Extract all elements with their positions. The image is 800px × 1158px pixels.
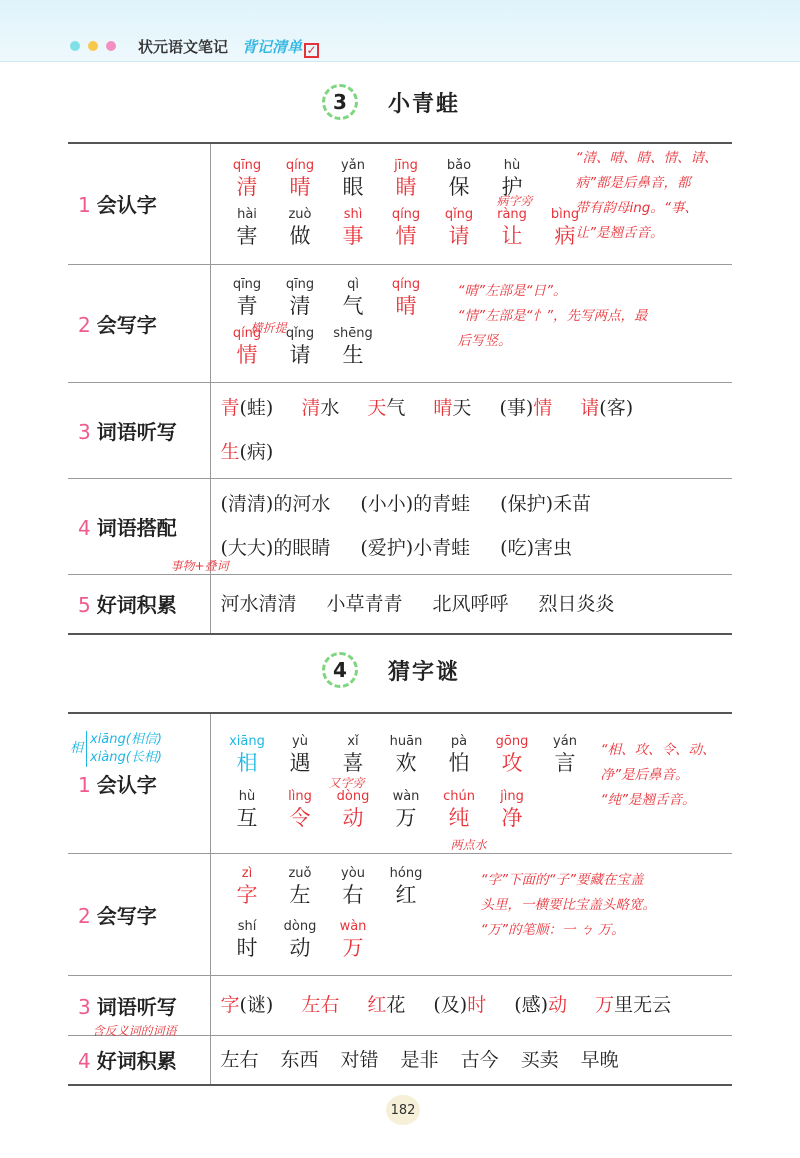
hanzi: 晴 xyxy=(289,174,311,199)
dictation-word xyxy=(221,983,274,1027)
hanzi: 清 xyxy=(236,174,258,199)
char-cell xyxy=(221,207,274,250)
word-part: (事) xyxy=(499,397,534,419)
pinyin: ràng xyxy=(497,206,527,222)
pinyin: xiāng xyxy=(229,734,265,750)
char-cell xyxy=(380,277,433,320)
pinyin: yòu xyxy=(341,866,365,881)
pinyin: pà xyxy=(450,734,468,750)
hanzi: 攻 xyxy=(501,751,523,776)
pinyin: qǐng xyxy=(444,206,474,222)
hanzi: 动 xyxy=(289,936,311,960)
word: 早晚 xyxy=(580,1048,619,1071)
row-body xyxy=(210,382,732,478)
annotation: 横折提 xyxy=(250,320,287,335)
note-line: “清、晴、睛、情、请、 xyxy=(575,150,718,166)
word-part: 动 xyxy=(548,994,568,1016)
dictation-word xyxy=(433,386,471,430)
hanzi: 遇 xyxy=(289,751,311,776)
hanzi: 万 xyxy=(342,936,364,960)
word: 东西 xyxy=(280,1048,319,1071)
dot-pink xyxy=(106,41,116,51)
pinyin: shì xyxy=(343,206,363,222)
pinyin: qì xyxy=(347,277,359,292)
char-cell xyxy=(539,734,592,777)
lesson3-row-3 xyxy=(68,382,732,478)
char-cell xyxy=(221,789,274,832)
pinyin: dòng xyxy=(283,919,317,934)
dictation-word xyxy=(221,386,274,430)
row-label-text: 会认字 xyxy=(96,772,157,797)
pinyin: hóng xyxy=(389,866,423,881)
char-cell xyxy=(274,919,327,962)
annotation: 又字旁 xyxy=(328,776,365,790)
hanzi: 清 xyxy=(289,294,311,318)
word: (吃)害虫 xyxy=(500,537,572,559)
row-body xyxy=(210,713,732,853)
row-body xyxy=(170,558,732,634)
polyphone-char: 相 xyxy=(70,741,84,756)
lesson4-row-2 xyxy=(68,853,732,975)
row-label-text: 会写字 xyxy=(96,903,157,928)
hanzi: 生 xyxy=(342,343,364,367)
dictation-word xyxy=(301,386,339,430)
char-cell xyxy=(433,207,486,250)
row-label-text: 好词积累 xyxy=(96,1049,177,1074)
row-label xyxy=(68,713,210,853)
pinyin: huān xyxy=(389,734,423,750)
hanzi: 气 xyxy=(342,294,364,318)
word-part: 情 xyxy=(533,397,553,419)
pinyin: qīng xyxy=(285,277,315,292)
row-label xyxy=(68,574,210,634)
pinyin: yù xyxy=(292,734,308,750)
row-label-text: 词语听写 xyxy=(96,419,177,444)
hanzi: 保 xyxy=(448,174,470,199)
char-cell xyxy=(380,158,433,201)
dictation-word xyxy=(595,983,671,1027)
note-line: “纯”是翘舌音。 xyxy=(600,792,696,808)
char-cell xyxy=(327,919,380,962)
pinyin: wàn xyxy=(392,789,420,805)
word-part: (谜) xyxy=(239,994,274,1016)
pinyin: zuǒ xyxy=(288,866,312,881)
char-cell xyxy=(327,207,380,250)
char-cell xyxy=(327,866,380,909)
word-part: 红 xyxy=(367,994,387,1016)
row-num: 4 xyxy=(78,515,91,540)
word-part: (客) xyxy=(599,397,634,419)
pinyin: shēng xyxy=(333,326,373,341)
lesson4-number: 4 xyxy=(322,652,358,688)
word-part: (蛙) xyxy=(239,397,274,419)
char-cell xyxy=(486,207,539,250)
pinyin: zuò xyxy=(288,206,312,222)
hanzi: 情 xyxy=(236,343,258,367)
word: (保护)禾苗 xyxy=(500,493,591,515)
hanzi: 左 xyxy=(289,883,311,907)
hanzi: 字 xyxy=(236,883,258,907)
dictation-word xyxy=(580,386,633,430)
header-bar xyxy=(0,0,800,62)
char-cell xyxy=(221,277,274,320)
row-num: 4 xyxy=(78,1049,91,1074)
annotation: 含反义词的词语 xyxy=(92,1023,177,1038)
hanzi: 害 xyxy=(236,223,258,248)
word-part: (感) xyxy=(514,994,549,1016)
phrase-line xyxy=(221,482,733,526)
hanzi: 请 xyxy=(448,223,470,248)
row-label xyxy=(68,853,210,975)
note-line: 带有韵母ing。“事、 xyxy=(575,200,698,216)
pinyin: xǐ xyxy=(347,734,359,750)
char-cell xyxy=(327,789,380,832)
lesson3-name: 小青蛙 xyxy=(388,90,461,117)
row-num: 1 xyxy=(78,772,91,797)
hanzi: 青 xyxy=(236,294,258,318)
dictation-word xyxy=(301,983,339,1027)
row-label-text: 会写字 xyxy=(96,312,157,337)
char-cell xyxy=(274,277,327,320)
row-body xyxy=(210,264,732,382)
row-num: 3 xyxy=(78,994,91,1019)
word: (爱护)小青蛙 xyxy=(360,537,471,559)
dictation-word xyxy=(514,983,567,1027)
lesson3-row-4 xyxy=(68,478,732,574)
word-line xyxy=(221,582,733,626)
char-cell xyxy=(327,158,380,201)
char-cell xyxy=(274,158,327,201)
hanzi: 动 xyxy=(342,806,364,831)
pinyin: yǎn xyxy=(341,157,365,173)
word: (小小)的青蛙 xyxy=(360,493,471,515)
hanzi: 红 xyxy=(395,883,417,907)
lesson3-number: 3 xyxy=(322,84,358,120)
word: 烈日炎炎 xyxy=(538,592,615,615)
row-num: 3 xyxy=(78,419,91,444)
subtitle-text: 背记清单 xyxy=(242,38,303,56)
hanzi: 时 xyxy=(236,936,258,960)
dictation-word xyxy=(367,386,405,430)
hanzi: 做 xyxy=(289,223,311,248)
pinyin: dòng xyxy=(336,789,370,805)
hanzi: 眼 xyxy=(342,174,364,199)
hanzi: 万 xyxy=(395,806,417,831)
note-line: “情”左部是“忄”，先写两点，最 xyxy=(457,307,648,324)
hanzi: 喜 xyxy=(342,751,364,776)
word-part: 里无云 xyxy=(614,994,672,1016)
char-cell xyxy=(221,866,274,909)
hanzi: 相 xyxy=(236,751,258,776)
book-subtitle xyxy=(242,36,319,58)
word: 是非 xyxy=(400,1048,439,1071)
note-line: 病”都是后鼻音，都 xyxy=(575,175,691,191)
pinyin: qīng xyxy=(232,157,262,173)
pinyin: qíng xyxy=(285,157,315,173)
word-line xyxy=(221,983,733,1027)
hanzi: 睛 xyxy=(395,174,417,199)
pinyin: bǎo xyxy=(446,157,472,173)
word: 小草青青 xyxy=(326,592,403,615)
dictation-word xyxy=(367,983,405,1027)
pinyin: gōng xyxy=(495,734,529,750)
pinyin: zì xyxy=(241,866,253,881)
word-part: (病) xyxy=(239,441,274,463)
hanzi: 情 xyxy=(395,223,417,248)
char-cell xyxy=(380,866,433,909)
word-part: 左右 xyxy=(301,994,340,1016)
char-cell xyxy=(274,734,327,777)
note xyxy=(576,146,718,246)
pinyin: chún xyxy=(443,789,475,805)
row-num: 2 xyxy=(78,903,91,928)
lesson4-row-4 xyxy=(68,1035,732,1085)
pinyin: jīng xyxy=(394,157,418,173)
char-cell xyxy=(274,866,327,909)
pinyin: hù xyxy=(503,157,521,173)
word: 买卖 xyxy=(520,1048,559,1071)
phrase-line xyxy=(221,526,733,570)
word-part: (及) xyxy=(433,994,468,1016)
char-cell xyxy=(327,734,380,777)
annotation: 病字旁 xyxy=(496,194,533,208)
lesson3-table xyxy=(68,142,732,635)
row-label-text: 会认字 xyxy=(96,193,157,218)
word-line xyxy=(221,386,733,430)
lesson4-row-1 xyxy=(68,713,732,853)
pinyin: qíng xyxy=(391,277,421,292)
row-num: 5 xyxy=(78,593,91,618)
note xyxy=(601,738,716,813)
pinyin: hù xyxy=(238,789,256,805)
hanzi: 令 xyxy=(289,806,311,831)
word-part: 气 xyxy=(386,397,406,419)
word-part: 花 xyxy=(386,994,406,1016)
char-cell xyxy=(380,207,433,250)
word-part: 天 xyxy=(367,397,387,419)
lesson4-table xyxy=(68,712,732,1086)
word-part: 青 xyxy=(220,397,240,419)
note-line: 头里，一横要比宝盖头略宽。 xyxy=(480,896,656,913)
note-line: 让”是翘舌音。 xyxy=(575,225,664,241)
dot-yellow xyxy=(88,41,98,51)
word: 对错 xyxy=(340,1048,379,1071)
char-cell xyxy=(274,789,327,832)
dot-cyan xyxy=(70,41,80,51)
row-body xyxy=(210,143,732,264)
char-cell xyxy=(221,158,274,201)
lesson3-title xyxy=(322,84,460,120)
dictation-word xyxy=(499,386,552,430)
hanzi: 言 xyxy=(554,751,576,776)
note xyxy=(481,868,657,943)
hanzi: 右 xyxy=(342,883,364,907)
pinyin: qīng xyxy=(232,277,262,292)
annotation: 事物+叠词 xyxy=(170,558,229,573)
hanzi: 事 xyxy=(342,223,364,248)
pinyin: shí xyxy=(237,919,257,934)
word-line xyxy=(221,430,733,474)
pinyin: yán xyxy=(553,734,577,750)
header-dots xyxy=(70,41,116,51)
note-line: “相、攻、令、动、 xyxy=(600,742,716,758)
char-cell xyxy=(221,919,274,962)
pinyin: jìng xyxy=(500,789,524,805)
char-cell xyxy=(486,789,539,832)
row-label-text: 好词积累 xyxy=(96,593,177,618)
dictation-word xyxy=(221,430,274,474)
char-cell xyxy=(221,734,274,777)
checkmark-icon: ✓ xyxy=(304,43,319,58)
char-cell xyxy=(274,207,327,250)
row-label xyxy=(68,264,210,382)
note-line: “万”的笔顺：一 ㄅ 万。 xyxy=(480,921,625,938)
lesson3-row-1 xyxy=(68,143,732,264)
note xyxy=(458,279,648,354)
word-part: 晴 xyxy=(433,397,453,419)
note-line: 净”是后鼻音。 xyxy=(600,767,689,783)
lesson4-name: 猜字谜 xyxy=(388,658,461,685)
pinyin: qǐng xyxy=(285,326,315,341)
row-label xyxy=(68,1035,210,1085)
char-cell xyxy=(327,277,380,320)
word: 古今 xyxy=(460,1048,499,1071)
row-body xyxy=(210,478,732,574)
word-part: 时 xyxy=(467,994,487,1016)
note-line: “字”下面的“子”要藏在宝盖 xyxy=(480,871,644,888)
row-label-text: 词语搭配 xyxy=(96,515,177,540)
annotation: 两点水 xyxy=(450,838,487,852)
pinyin: lìng xyxy=(288,789,312,805)
char-cell xyxy=(433,734,486,777)
word-part: 请 xyxy=(580,397,600,419)
row-num: 2 xyxy=(78,312,91,337)
polyphone-reading-1: xiāng(相信) xyxy=(90,732,162,747)
hanzi: 欢 xyxy=(395,751,417,776)
hanzi: 让 xyxy=(501,223,523,248)
row-body xyxy=(210,975,732,1035)
pinyin: hài xyxy=(237,206,257,222)
row-label xyxy=(68,143,210,264)
char-cell xyxy=(380,789,433,832)
hanzi: 净 xyxy=(501,806,523,831)
word: (大大)的眼睛 xyxy=(220,537,331,559)
lesson3-row-5 xyxy=(68,574,732,634)
word-line xyxy=(221,1038,733,1082)
row-num: 1 xyxy=(78,193,91,218)
hanzi: 纯 xyxy=(448,806,470,831)
page-number: 182 xyxy=(386,1095,420,1125)
pinyin: qíng xyxy=(232,326,262,341)
note-line: “晴”左部是“日”。 xyxy=(457,282,567,299)
book-title: 状元语文笔记 xyxy=(138,38,229,56)
word-part: 字 xyxy=(220,994,240,1016)
hanzi: 请 xyxy=(289,343,311,367)
char-cell xyxy=(433,789,486,832)
word: 左右 xyxy=(220,1048,259,1071)
word-part: 水 xyxy=(320,397,340,419)
word: 北风呼呼 xyxy=(432,592,509,615)
word-part: 清 xyxy=(301,397,321,419)
word: 河水清清 xyxy=(220,592,297,615)
word-part: 生 xyxy=(220,441,240,463)
word-part: 万 xyxy=(595,994,615,1016)
lesson3-row-2 xyxy=(68,264,732,382)
row-body xyxy=(210,853,732,975)
char-cell xyxy=(486,734,539,777)
hanzi: 互 xyxy=(236,806,258,831)
word-part: 天 xyxy=(452,397,472,419)
row-label xyxy=(68,382,210,478)
polyphone-reading-2: xiàng(长相) xyxy=(90,750,162,765)
row-label-text: 词语听写 xyxy=(96,994,177,1019)
dictation-word xyxy=(433,983,486,1027)
hanzi: 病 xyxy=(554,223,576,248)
word: (清清)的河水 xyxy=(220,493,331,515)
pinyin: bìng xyxy=(550,206,580,222)
hanzi: 晴 xyxy=(395,294,417,318)
hanzi: 怕 xyxy=(448,751,470,776)
pinyin: qíng xyxy=(391,206,421,222)
char-cell xyxy=(433,158,486,201)
char-cell xyxy=(327,326,380,369)
hanzi: 护 xyxy=(501,174,523,199)
char-cell xyxy=(380,734,433,777)
pinyin: wàn xyxy=(339,919,367,934)
lesson4-title xyxy=(322,652,460,688)
note-line: 后写竖。 xyxy=(457,332,512,349)
